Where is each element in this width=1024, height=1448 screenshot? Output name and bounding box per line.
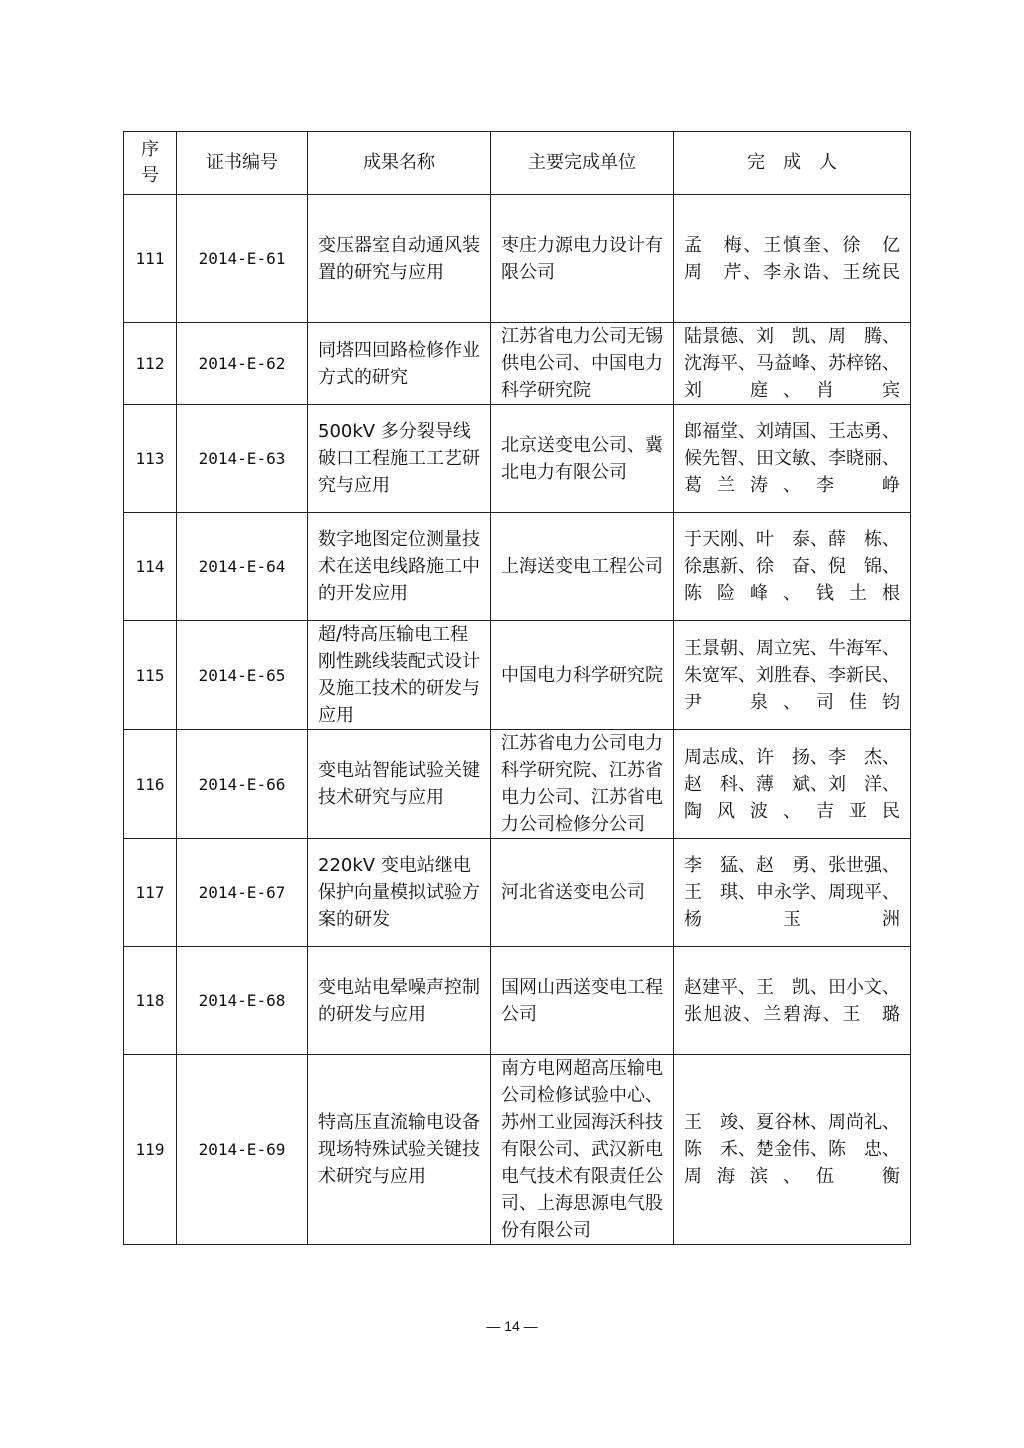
cert-no-cell: 2014-E-69 xyxy=(177,1055,308,1245)
completing-unit-cell: 江苏省电力公司无锡供电公司、中国电力科学研究院 xyxy=(491,323,674,405)
completing-unit-cell: 上海送变电工程公司 xyxy=(491,513,674,621)
table-row xyxy=(124,195,911,323)
completers-cell xyxy=(674,513,911,621)
completers-line: 陆景德、刘 凯、周 腾、 xyxy=(684,326,900,347)
completers-cell xyxy=(674,195,911,323)
completers-cell xyxy=(674,730,911,839)
cert-no-cell: 2014-E-68 xyxy=(177,947,308,1055)
completers-cell xyxy=(674,839,911,947)
completing-unit-cell: 国网山西送变电工程公司 xyxy=(491,947,674,1055)
header-people: 完 成 人 xyxy=(674,132,911,195)
table-row xyxy=(124,323,911,405)
completing-unit-cell: 中国电力科学研究院 xyxy=(491,621,674,730)
table-row xyxy=(124,839,911,947)
completers-cell xyxy=(674,621,911,730)
achievement-name-cell: 500kV 多分裂导线破口工程施工工艺研究与应用 xyxy=(308,405,491,513)
header-unit: 主要完成单位 xyxy=(491,132,674,195)
completing-unit-cell: 河北省送变电公司 xyxy=(491,839,674,947)
seq-cell: 118 xyxy=(124,947,177,1055)
completers-line: 朱宽军、刘胜春、李新民、 xyxy=(684,664,900,686)
completers-cell xyxy=(674,323,911,405)
completing-unit-cell: 江苏省电力公司电力科学研究院、江苏省电力公司、江苏省电力公司检修分公司 xyxy=(491,730,674,839)
completers-line: 徐惠新、徐 奋、倪 锦、 xyxy=(684,556,900,577)
completers-line: 孟 梅、王慎奎、徐 亿 xyxy=(684,234,900,256)
header-name: 成果名称 xyxy=(308,132,491,195)
completers-line: 陈险峰、钱土根 xyxy=(684,583,900,604)
cert-no-cell: 2014-E-66 xyxy=(177,730,308,839)
completers-line: 葛兰涛、李 峥 xyxy=(684,475,900,496)
completers-line: 周海滨、伍 衡 xyxy=(684,1166,900,1187)
completers-line: 王 琪、申永学、周现平、 xyxy=(684,882,900,903)
header-seq-label: 序号 xyxy=(141,139,159,186)
table-row xyxy=(124,405,911,513)
completers-line: 周 芹、李永诰、王统民 xyxy=(684,261,900,283)
page-number: — 14 — xyxy=(486,1318,538,1334)
completers-line: 王 竣、夏谷林、周尚礼、 xyxy=(684,1112,900,1133)
achievement-name-cell: 变电站智能试验关键技术研究与应用 xyxy=(308,730,491,839)
completers-line: 陶风波、吉亚民 xyxy=(684,800,900,822)
table-row xyxy=(124,947,911,1055)
completers-cell xyxy=(674,947,911,1055)
achievement-name-cell: 变压器室自动通风装置的研究与应用 xyxy=(308,195,491,323)
table-header-row xyxy=(124,132,911,195)
completers-cell xyxy=(674,405,911,513)
completers-line: 于天刚、叶 泰、薛 栋、 xyxy=(684,529,900,550)
cert-no-cell: 2014-E-64 xyxy=(177,513,308,621)
achievement-name-cell: 同塔四回路检修作业方式的研究 xyxy=(308,323,491,405)
achievement-name-cell: 数字地图定位测量技术在送电线路施工中的开发应用 xyxy=(308,513,491,621)
achievement-name-cell: 变电站电晕噪声控制的研发与应用 xyxy=(308,947,491,1055)
table-row xyxy=(124,513,911,621)
table-row xyxy=(124,1055,911,1245)
achievement-name-cell: 220kV 变电站继电保护向量模拟试验方案的研发 xyxy=(308,839,491,947)
awards-table xyxy=(123,131,911,1245)
completers-line: 郎福堂、刘靖国、王志勇、 xyxy=(684,421,900,442)
seq-cell: 113 xyxy=(124,405,177,513)
seq-cell: 119 xyxy=(124,1055,177,1245)
completers-line: 候先智、田文敏、李晓丽、 xyxy=(684,448,900,469)
seq-cell: 111 xyxy=(124,195,177,323)
completers-line: 尹 泉、司佳钧 xyxy=(684,691,900,713)
cert-no-cell: 2014-E-63 xyxy=(177,405,308,513)
cert-no-cell: 2014-E-67 xyxy=(177,839,308,947)
completers-line: 刘 庭、肖 宾 xyxy=(684,380,900,401)
achievement-name-cell: 特高压直流输电设备现场特殊试验关键技术研究与应用 xyxy=(308,1055,491,1245)
completers-line: 张旭波、兰碧海、王 璐 xyxy=(684,1003,900,1025)
header-cert-no: 证书编号 xyxy=(177,132,308,195)
table-row xyxy=(124,621,911,730)
seq-cell: 116 xyxy=(124,730,177,839)
cert-no-cell: 2014-E-61 xyxy=(177,195,308,323)
seq-cell: 117 xyxy=(124,839,177,947)
cert-no-cell: 2014-E-65 xyxy=(177,621,308,730)
completers-line: 王景朝、周立宪、牛海军、 xyxy=(684,637,900,659)
seq-cell: 114 xyxy=(124,513,177,621)
seq-cell: 115 xyxy=(124,621,177,730)
achievement-name-cell: 超/特高压输电工程刚性跳线装配式设计及施工技术的研发与应用 xyxy=(308,621,491,730)
seq-cell: 112 xyxy=(124,323,177,405)
completing-unit-cell: 枣庄力源电力设计有限公司 xyxy=(491,195,674,323)
table-row xyxy=(124,730,911,839)
completers-cell xyxy=(674,1055,911,1245)
completers-line: 周志成、许 扬、李 杰、 xyxy=(684,746,900,768)
completing-unit-cell: 北京送变电公司、冀北电力有限公司 xyxy=(491,405,674,513)
completing-unit-cell: 南方电网超高压输电公司检修试验中心、苏州工业园海沃科技有限公司、武汉新电电气技术有限责任公司、上海思源电气股份有限公司 xyxy=(491,1055,674,1245)
completers-line: 赵建平、王 凯、田小文、 xyxy=(684,976,900,998)
completers-line: 沈海平、马益峰、苏梓铭、 xyxy=(684,353,900,374)
completers-line: 杨玉洲 xyxy=(684,909,900,930)
completers-line: 陈 禾、楚金伟、陈 忠、 xyxy=(684,1139,900,1160)
completers-line: 李 猛、赵 勇、张世强、 xyxy=(684,855,900,876)
cert-no-cell: 2014-E-62 xyxy=(177,323,308,405)
completers-line: 赵 科、薄 斌、刘 洋、 xyxy=(684,773,900,795)
header-seq xyxy=(124,132,177,195)
